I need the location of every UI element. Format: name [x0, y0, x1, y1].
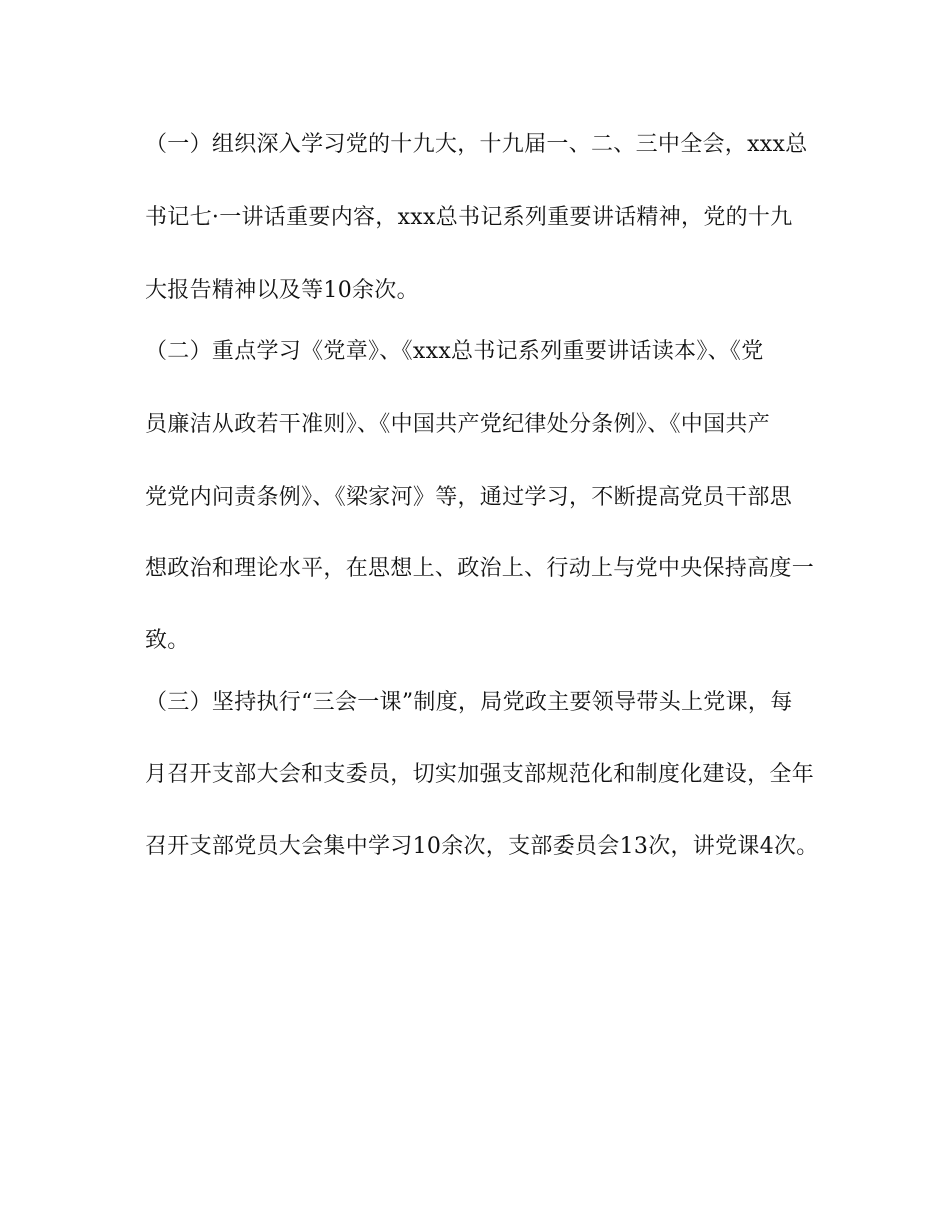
- paragraph-3-line-1: （三）坚持执行“三会一课”制度，局党政主要领导带头上党课，每: [145, 690, 793, 715]
- paragraph-1-line-1: （一）组织深入学习党的十九大，十九届一、二、三中全会，xxx总: [145, 132, 808, 157]
- paragraph-2-line-1: （二）重点学习《党章》、《xxx总书记系列重要讲话读本》、《党: [145, 339, 764, 364]
- paragraph-2-line-3: 党党内问责条例》、《梁家河》等，通过学习，不断提高党员干部思: [145, 485, 793, 510]
- paragraph-3-line-3: 召开支部党员大会集中学习10余次，支部委员会13次，讲党课4次。: [145, 834, 819, 859]
- paragraph-2-line-5: 致。: [145, 628, 190, 653]
- paragraph-1-line-2: 书记七·一讲话重要内容，xxx总书记系列重要讲话精神，党的十九: [145, 205, 793, 230]
- paragraph-2-line-4: 想政治和理论水平，在思想上、政治上、行动上与党中央保持高度一: [145, 556, 815, 581]
- paragraph-1-line-3: 大报告精神以及等10余次。: [145, 278, 419, 303]
- paragraph-2-line-2: 员廉洁从政若干准则》、《中国共产党纪律处分条例》、《中国共产: [145, 412, 771, 437]
- paragraph-3-line-2: 月召开支部大会和支委员，切实加强支部规范化和制度化建设，全年: [145, 762, 815, 787]
